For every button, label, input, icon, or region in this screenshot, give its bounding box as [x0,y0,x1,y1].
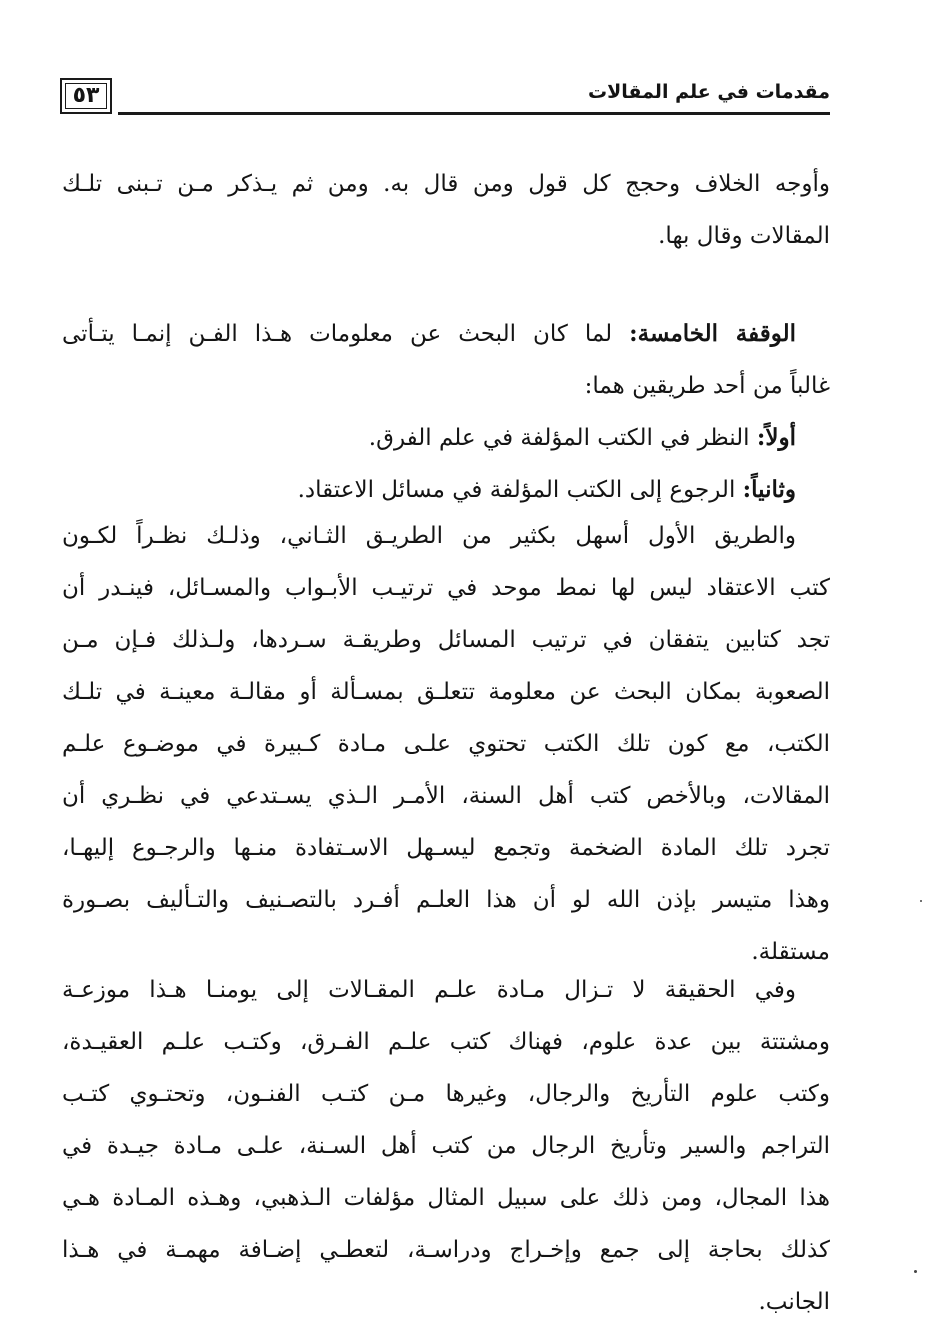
paragraph-3 [62,510,830,978]
list-item-text: الرجوع إلى الكتب المؤلفة في مسائل الاعتقاد. [297,477,736,503]
text-line: كذلك بحاجة إلى جمع وإخـراج ودراسـة، لتعطـي إضـافة مهمـة في هـذا [62,1237,830,1263]
header-rule [118,112,830,115]
text-line: كتب الاعتقاد ليس لها نمط موحد في ترتيـب الأبـواب والمسـائل، فينـدر أن [62,575,830,601]
text-line: الصعوبة بمكان البحث عن معلومة تتعلـق بمسـألة أو مقالـة معينـة في تلـك [62,679,830,705]
text-line: المقالات، وبالأخص كتب أهل السنة، الأمـر الـذي يسـتدعي في نظـري أن [62,783,830,809]
paragraph-4 [62,964,830,1328]
text-line: تجرد تلك المادة الضخمة وتجمع ليسـهل الاسـتفادة منـها والرجـوع إليهـا، [62,835,830,861]
text-line: غالباً من أحد طريقين هما: [584,373,830,399]
list-item-label: وثانياً: [742,476,796,503]
list-item-label: أولاً: [756,424,796,451]
page-number: ٥٣ [72,83,100,108]
text-line: هذا المجال، ومن ذلك على سبيل المثال مؤلفات الـذهبي، وهـذه المـادة هـي [62,1185,830,1211]
running-title: مقدمات في علم المقالات [588,81,830,103]
text-line: وكتب علوم التأريخ والرجال، وغيرها مـن كتـب الفنـون، وتحتـوي كتـب [62,1081,830,1107]
list-item [62,464,830,516]
scan-speck [914,1270,917,1273]
text-line: الجانب. [758,1289,830,1315]
scan-speck [920,900,922,902]
section-heading: الوقفة الخامسة: [629,320,796,347]
page-header [60,70,830,122]
list-item [62,412,830,464]
text-line: تجد كتابين يتفقان في ترتيب المسائل وطريقـة سـردها، ولـذلك فـإن مـن [62,627,830,653]
list-item-text: النظر في الكتب المؤلفة في علم الفرق. [368,425,750,451]
text-line: وأوجه الخلاف وحجج كل قول ومن قال به. ومن ثم يـذكر مـن تـبنى تلـك [62,171,830,197]
text-line [62,308,830,360]
text-line: مستقلة. [751,939,830,965]
text-line: وفي الحقيقة لا تـزال مـادة علـم المقـالات إلى يومنـا هـذا موزعـة [62,977,796,1003]
text-span: لما كان البحث عن معلومات هـذا الفـن إنمـا يتـأتى [62,321,613,347]
text-line: الكتب، مع كون تلك الكتب تحتوي علـى مـادة كـبيرة في موضـوع علـم [62,731,830,757]
text-line: المقالات وقال بها. [658,223,830,249]
text-line: والطريق الأول أسهل بكثير من الطريـق الثـاني، وذلـك نظـراً لكـون [62,523,796,549]
text-line: وهذا متيسر بإذن الله لو أن هذا العلـم أفـرد بالتصـنيف والتـأليف بصـورة [62,887,830,913]
text-line: التراجم والسير وتأريخ الرجال من كتب أهل السـنة، علـى مـادة جيـدة في [62,1133,830,1159]
page-number-frame [60,78,112,114]
paragraph-1 [62,158,830,262]
paragraph-2 [62,308,830,516]
text-line: ومشتتة بين عدة علوم، فهناك كتب علـم الفـرق، وكتـب علـم العقيـدة، [62,1029,830,1055]
